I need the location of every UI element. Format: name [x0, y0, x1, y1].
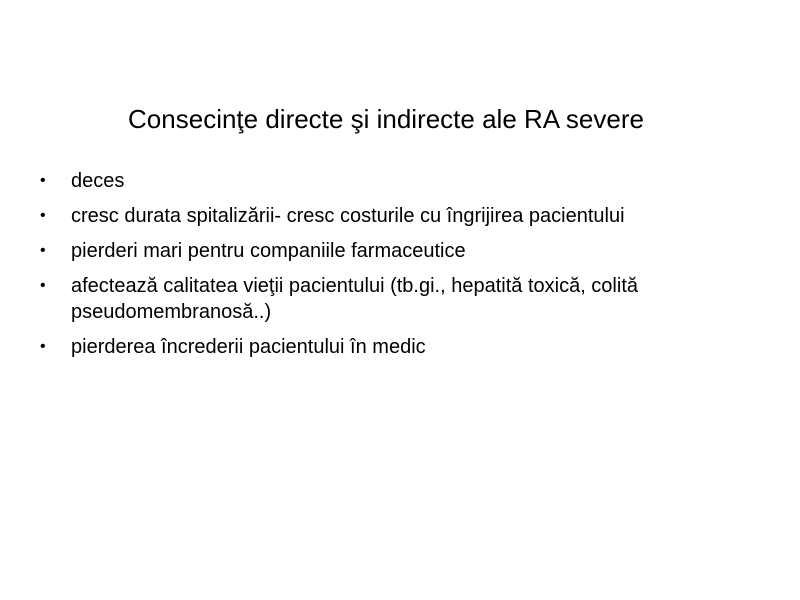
bullet-list	[40, 168, 760, 369]
bullet-item	[40, 334, 760, 360]
bullet-item	[40, 168, 760, 194]
bullet-marker: •	[40, 338, 46, 355]
bullet-marker: •	[40, 172, 46, 189]
bullet-text: afectează calitatea vieţii pacientului (tb.gi., hepatită toxică, colită pseudomembranosă..)	[71, 275, 638, 323]
bullet-text: cresc durata spitalizării- cresc costurile cu îngrijirea pacientului	[71, 205, 625, 227]
bullet-marker: •	[40, 207, 46, 224]
bullet-text: pierderi mari pentru companiile farmaceutice	[71, 240, 466, 262]
bullet-item	[40, 273, 760, 325]
bullet-text: deces	[71, 170, 125, 192]
bullet-marker: •	[40, 242, 46, 259]
bullet-text: pierderea încrederii pacientului în medic	[71, 336, 426, 358]
bullet-marker: •	[40, 277, 46, 294]
bullet-item	[40, 203, 760, 229]
slide-title: Consecinţe directe şi indirecte ale RA severe	[128, 104, 644, 134]
bullet-item	[40, 238, 760, 264]
